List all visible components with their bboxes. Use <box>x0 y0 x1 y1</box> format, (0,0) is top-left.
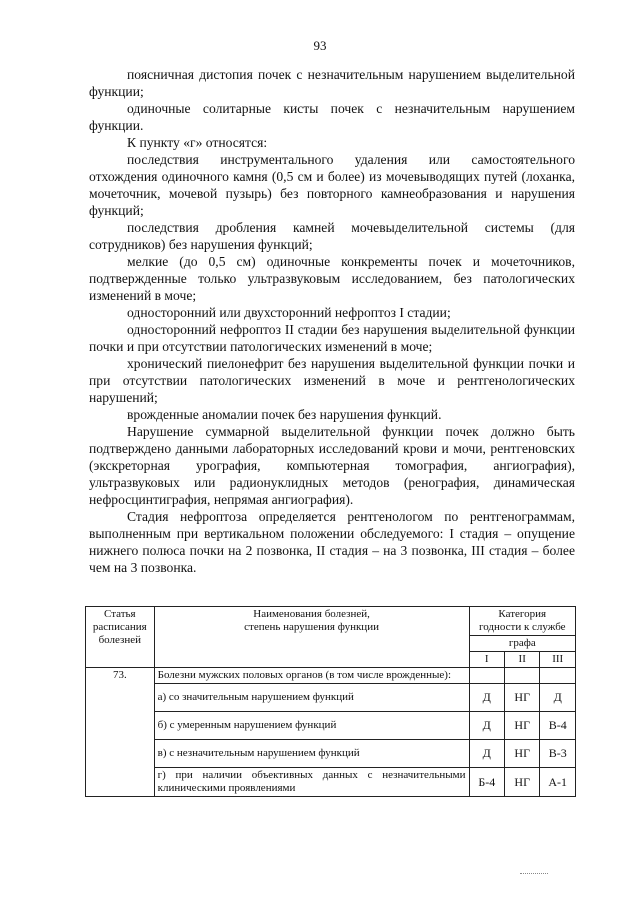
paragraph: хронический пиелонефрит без нарушения выделительной функции почки и при отсутствии патологических изменений в моче и рентгенологических нарушений; <box>89 356 575 405</box>
paragraph: мелкие (до 0,5 см) одиночные конкременты почек и мочеточников, подтвержденные только ультразвуковым исследованием, без патологических изменений в моче; <box>89 254 575 303</box>
table-header-row <box>86 607 576 636</box>
paragraph: Нарушение суммарной выделительной функции почек должно быть подтверждено данными лабораторных исследований крови и мочи, рентгеновских (экскреторная урография, компьютерная томография, ангиография), ультразвуковых или радионуклидных методов (ренография, динамическая нефросцинтиграфия, непрямая ангиография). <box>89 424 575 507</box>
category-graph-2: НГ <box>505 712 540 740</box>
category-graph-3: В-3 <box>540 740 576 768</box>
category-graph-2: НГ <box>505 768 540 797</box>
category-graph-1: Б-4 <box>469 768 504 797</box>
category-graph-3: Д <box>540 684 576 712</box>
scan-mark <box>520 873 548 877</box>
category-graph-3: В-4 <box>540 712 576 740</box>
table-row <box>86 768 576 797</box>
header-category-line2: годности к службе <box>478 621 566 633</box>
paragraph: односторонний нефроптоз II стадии без нарушения выделительной функции почки и при отсутствии патологических изменений в моче; <box>89 322 575 354</box>
row-name: в) с незначительным нарушением функций <box>154 740 469 768</box>
paragraph: Стадия нефроптоза определяется рентгенологом по рентгенограммам, выполненным при вертикальном положении обследуемого: I стадия – опущение нижнего полюса почки на 2 позвонка, II стадия – на 3 позвонка, III стадия – более чем на 3 позвонка. <box>89 509 575 575</box>
header-disease-line2: степень нарушения функции <box>244 621 379 633</box>
header-graph-3: III <box>540 652 576 668</box>
paragraph: поясничная дистопия почек с незначительным нарушением выделительной функции; <box>89 67 575 99</box>
section-title: Болезни мужских половых органов (в том числе врожденные): <box>154 668 469 684</box>
body-text <box>89 66 575 576</box>
table-row <box>86 712 576 740</box>
header-category <box>469 607 575 636</box>
category-graph-1: Д <box>469 684 504 712</box>
table-row <box>86 684 576 712</box>
paragraph: врожденные аномалии почек без нарушения функций. <box>127 407 442 422</box>
category-cell <box>540 668 576 684</box>
category-graph-2: НГ <box>505 740 540 768</box>
category-cell <box>505 668 540 684</box>
header-graph: графа <box>469 636 575 652</box>
page-number: 93 <box>313 38 327 53</box>
schedule-table <box>85 606 576 797</box>
category-graph-1: Д <box>469 740 504 768</box>
row-name: а) со значительным нарушением функций <box>154 684 469 712</box>
header-disease-line1: Наименования болезней, <box>253 608 370 620</box>
header-category-line1: Категория <box>498 608 547 620</box>
paragraph: последствия инструментального удаления или самостоятельного отхождения одиночного камня (0,5 см и более) из мочевыводящих путей (лоханка, мочеточник, мочевой пузырь) без повторного камнеобразования и нарушения функций; <box>89 152 575 218</box>
header-disease-name <box>154 607 469 668</box>
header-article: Статья расписания болезней <box>86 607 155 668</box>
table-row <box>86 740 576 768</box>
category-graph-1: Д <box>469 712 504 740</box>
header-graph-2: II <box>505 652 540 668</box>
row-name: б) с умеренным нарушением функций <box>154 712 469 740</box>
paragraph: односторонний или двухсторонний нефроптоз I стадии; <box>127 305 451 320</box>
paragraph: последствия дробления камней мочевыделительной системы (для сотрудников) без нарушения функций; <box>89 220 575 252</box>
category-graph-2: НГ <box>505 684 540 712</box>
paragraph: одиночные солитарные кисты почек с незначительным нарушением функции. <box>89 101 575 133</box>
paragraph: К пункту «г» относятся: <box>127 135 268 150</box>
row-name: г) при наличии объективных данных с незначительными клиническими проявлениями <box>154 768 469 797</box>
category-graph-3: А-1 <box>540 768 576 797</box>
category-cell <box>469 668 504 684</box>
table-row <box>86 668 576 684</box>
header-graph-1: I <box>469 652 504 668</box>
article-number: 73. <box>86 668 155 797</box>
